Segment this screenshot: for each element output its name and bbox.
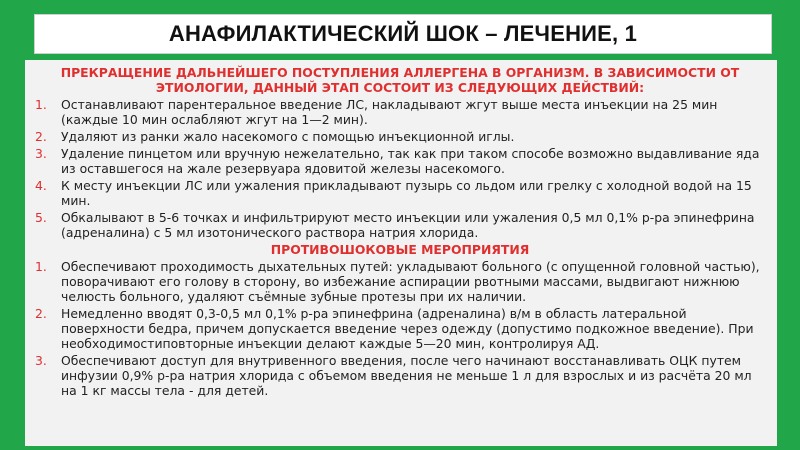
section2-heading: ПРОТИВОШОКОВЫЕ МЕРОПРИЯТИЯ [270,242,530,257]
list-item [35,97,765,127]
item-number: 3. [35,146,47,161]
list-item [35,210,765,240]
list-item [35,259,765,304]
item-text: Удаляют из ранки жало насекомого с помощью инъекционной иглы. [61,129,515,144]
item-text: Удаление пинцетом или вручную нежелательно, так как при таком способе возможно выдавливание яда из оставшегося на жале резервуара ядовитой железы насекомого. [61,146,760,176]
page-title: АНАФИЛАКТИЧЕСКИЙ ШОК – ЛЕЧЕНИЕ, 1 [168,21,638,46]
item-text: Обкалывают в 5-6 точках и инфильтрируют место инъекции или ужаления 0,5 мл 0,1% р-ра эпинефрина (адреналина) с 5 мл изотонического раствора натрия хлорида. [61,210,755,240]
list-item [35,306,765,351]
list-item [35,129,765,144]
item-number: 2. [35,129,47,144]
item-number: 1. [35,259,47,274]
item-number: 2. [35,306,47,321]
item-text: К месту инъекции ЛС или ужаления прикладывают пузырь со льдом или грелку с холодной водой на 15 мин. [61,178,752,208]
section1-heading: ПРЕКРАЩЕНИЕ ДАЛЬНЕЙШЕГО ПОСТУПЛЕНИЯ АЛЛЕРГЕНА В ОРГАНИЗМ. В ЗАВИСИМОСТИ ОТ ЭТИОЛОГИИ, ДАННЫЙ ЭТАП СОСТОИТ ИЗ СЛЕДУЮЩИХ ДЕЙСТВИЙ: [60,65,740,95]
item-number: 3. [35,353,47,368]
list-item [35,178,765,208]
section1-list [35,97,765,240]
item-text: Обеспечивают проходимость дыхательных путей: укладывают больного (с опущенной головной частью), поворачивают его голову в сторону, во избежание аспирации рвотными массами, выдвигают нижнюю челюсть больного, удаляют съёмные зубные протезы при их наличии. [61,259,760,304]
section2-list [35,259,765,398]
item-number: 5. [35,210,47,225]
item-number: 1. [35,97,47,112]
list-item [35,146,765,176]
list-item [35,353,765,398]
item-number: 4. [35,178,47,193]
content-box [25,60,777,446]
item-text: Останавливают парентеральное введение ЛС, накладывают жгут выше места инъекции на 25 мин (каждые 10 мин ослабляют жгут на 1—2 мин). [61,97,718,127]
item-text: Обеспечивают доступ для внутривенного введения, после чего начинают восстанавливать ОЦК путем инфузии 0,9% р-ра натрия хлорида с объемом введения не меньше 1 л для взрослых и из расчёта 20 мл на 1 кг массы тела - для детей. [61,353,752,398]
title-box [34,14,772,54]
item-text: Немедленно вводят 0,3-0,5 мл 0,1% р-ра эпинефрина (адреналина) в/м в область латеральной поверхности бедра, причем допускается введение через одежду (допустимо подкожное введение). При необходимостиповторные инъекции делают каждые 5—20 мин, контролируя АД. [61,306,754,351]
